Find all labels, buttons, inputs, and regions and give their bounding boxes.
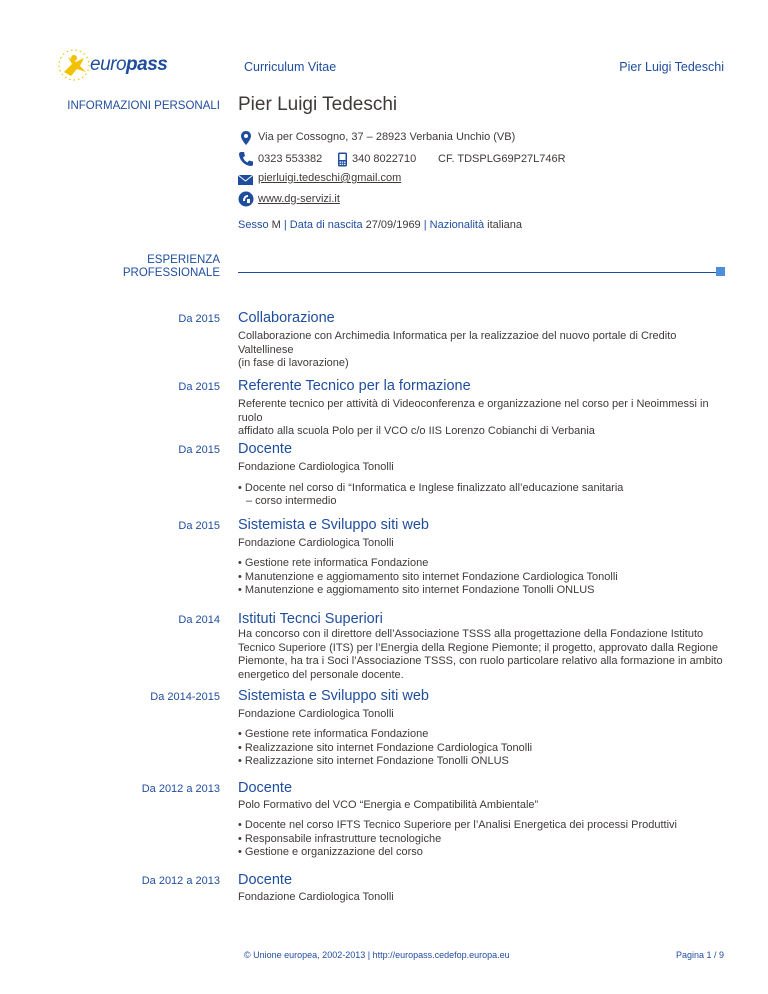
list-item: • Manutenzione e aggiomamento sito internet Fondazione Cardiologica Tonolli — [238, 571, 728, 585]
fiscal-code: CF. TDSPLG69P27L746R — [438, 153, 566, 165]
entry-desc: Collaborazione con Archimedia Informatica per la realizzazioe del nuovo portale di Credito Valtellinese (in fase di lavorazione) — [238, 330, 677, 369]
entry-date: Da 2014-2015 — [150, 691, 220, 703]
entry-desc: Fondazione Cardiologica Tonolli — [238, 708, 394, 720]
section-marker — [716, 267, 725, 276]
entry-bullets — [238, 557, 728, 598]
sex-value: M — [271, 219, 281, 231]
nationality-value: italiana — [487, 219, 523, 231]
entry-date: Da 2012 a 2013 — [141, 875, 220, 887]
personal-details — [238, 219, 522, 231]
entry-date: Da 2012 a 2013 — [141, 783, 220, 795]
website-link[interactable]: www.dg-servizi.it — [258, 193, 340, 205]
entry-desc: Polo Formativo del VCO “Energia e Compatibilità Ambientale” — [238, 799, 539, 811]
europass-logo — [52, 48, 168, 82]
header-owner: Pier Luigi Tedeschi — [619, 60, 724, 74]
mobile-icon — [337, 152, 348, 167]
entry-date: Da 2015 — [178, 381, 220, 393]
entry-desc: Fondazione Cardiologica Tonolli — [238, 537, 394, 549]
entry-title: Collaborazione — [238, 310, 335, 326]
website-icon — [238, 191, 254, 207]
list-item: • Gestione e organizzazione del corso — [238, 846, 728, 860]
birth-value: 27/09/1969 — [365, 219, 421, 231]
entry-date: Da 2015 — [178, 444, 220, 456]
separator: | — [423, 219, 427, 231]
list-item: • Realizzazione sito internet Fondazione Tonolli ONLUS — [238, 755, 728, 769]
page-number: Pagina 1 / 9 — [675, 950, 724, 960]
entry-title: Docente — [238, 441, 293, 457]
list-item: • Gestione rete informatica Fondazione — [238, 728, 728, 742]
footer-copyright[interactable]: © Unione europea, 2002-2013 | http://europass.cedefop.europa.eu — [244, 950, 510, 960]
entry-date: Da 2015 — [178, 520, 220, 532]
entry-title: Sistemista e Sviluppo siti web — [238, 688, 429, 704]
nationality-label: Nazionalità — [429, 219, 485, 231]
entry-bullet-cont: – corso intermedio — [246, 495, 337, 507]
entry-title: Referente Tecnico per la formazione — [238, 378, 471, 394]
email-link[interactable]: pierluigi.tedeschi@gmail.com — [258, 172, 402, 184]
person-name: Pier Luigi Tedeschi — [238, 94, 398, 115]
address: Via per Cossogno, 37 – 28923 Verbania Unchio (VB) — [258, 131, 516, 143]
section-label-personal: INFORMAZIONI PERSONALI — [67, 100, 220, 112]
phone: 0323 553382 — [258, 153, 323, 165]
section-label-line: PROFESSIONALE — [122, 267, 220, 279]
phone-icon — [238, 151, 254, 167]
section-divider — [238, 272, 716, 273]
entry-title: Sistemista e Sviluppo siti web — [238, 517, 429, 533]
location-pin-icon — [238, 130, 254, 146]
section-label-line: ESPERIENZA — [147, 254, 220, 266]
entry-bullets — [238, 728, 728, 769]
list-item: • Realizzazione sito internet Fondazione Cardiologica Tonolli — [238, 742, 728, 756]
sex-label: Sesso — [238, 219, 269, 231]
entry-date: Da 2015 — [178, 313, 220, 325]
entry-desc: Fondazione Cardiologica Tonolli — [238, 891, 394, 903]
entry-bullets — [238, 819, 728, 860]
list-item: • Docente nel corso IFTS Tecnico Superiore per l’Analisi Energetica dei processi Produttivi — [238, 819, 728, 833]
entry-title: Istituti Tecnci Superiori — [238, 611, 383, 627]
separator: | — [283, 219, 287, 231]
entry-desc: Referente tecnico per attività di Videoconferenza e organizzazione nel corso per i Neoimmessi in ruolo affidato alla scuola Polo per il VCO c/o IIS Lorenzo Cobianchi di Verbania — [238, 398, 709, 437]
doc-label: Curriculum Vitae — [244, 60, 337, 74]
entry-desc: Ha concorso con il direttore dell’Associazione TSSS alla progettazione della Fondazione Istituto Tecnico Superiore (ITS) per l’Energia della Regione Piemonte; il progetto, approvato dalla Regione Piemonte, ha tra i Soci l’Associazione TSSS, con ruolo particolare relativo alla formazione in ambito energetico del personale docente. — [238, 628, 723, 681]
email-icon — [237, 173, 254, 186]
section-label-experience — [123, 254, 220, 280]
entry-date: Da 2014 — [178, 614, 220, 626]
logo-text: europass — [90, 54, 168, 75]
list-item: • Manutenzione e aggiomamento sito internet Fondazione Tonolli ONLUS — [238, 584, 728, 598]
list-item: • Gestione rete informatica Fondazione — [238, 557, 728, 571]
entry-bullets — [238, 482, 728, 496]
entry-title: Docente — [238, 780, 293, 796]
birth-label: Data di nascita — [289, 219, 363, 231]
mobile: 340 8022710 — [352, 153, 417, 165]
entry-title: Docente — [238, 872, 293, 888]
list-item: • Responsabile infrastrutture tecnologiche — [238, 833, 728, 847]
list-item: • Docente nel corso di “Informatica e Inglese finalizzato all’educazione sanitaria — [238, 482, 728, 496]
entry-desc: Fondazione Cardiologica Tonolli — [238, 461, 394, 473]
